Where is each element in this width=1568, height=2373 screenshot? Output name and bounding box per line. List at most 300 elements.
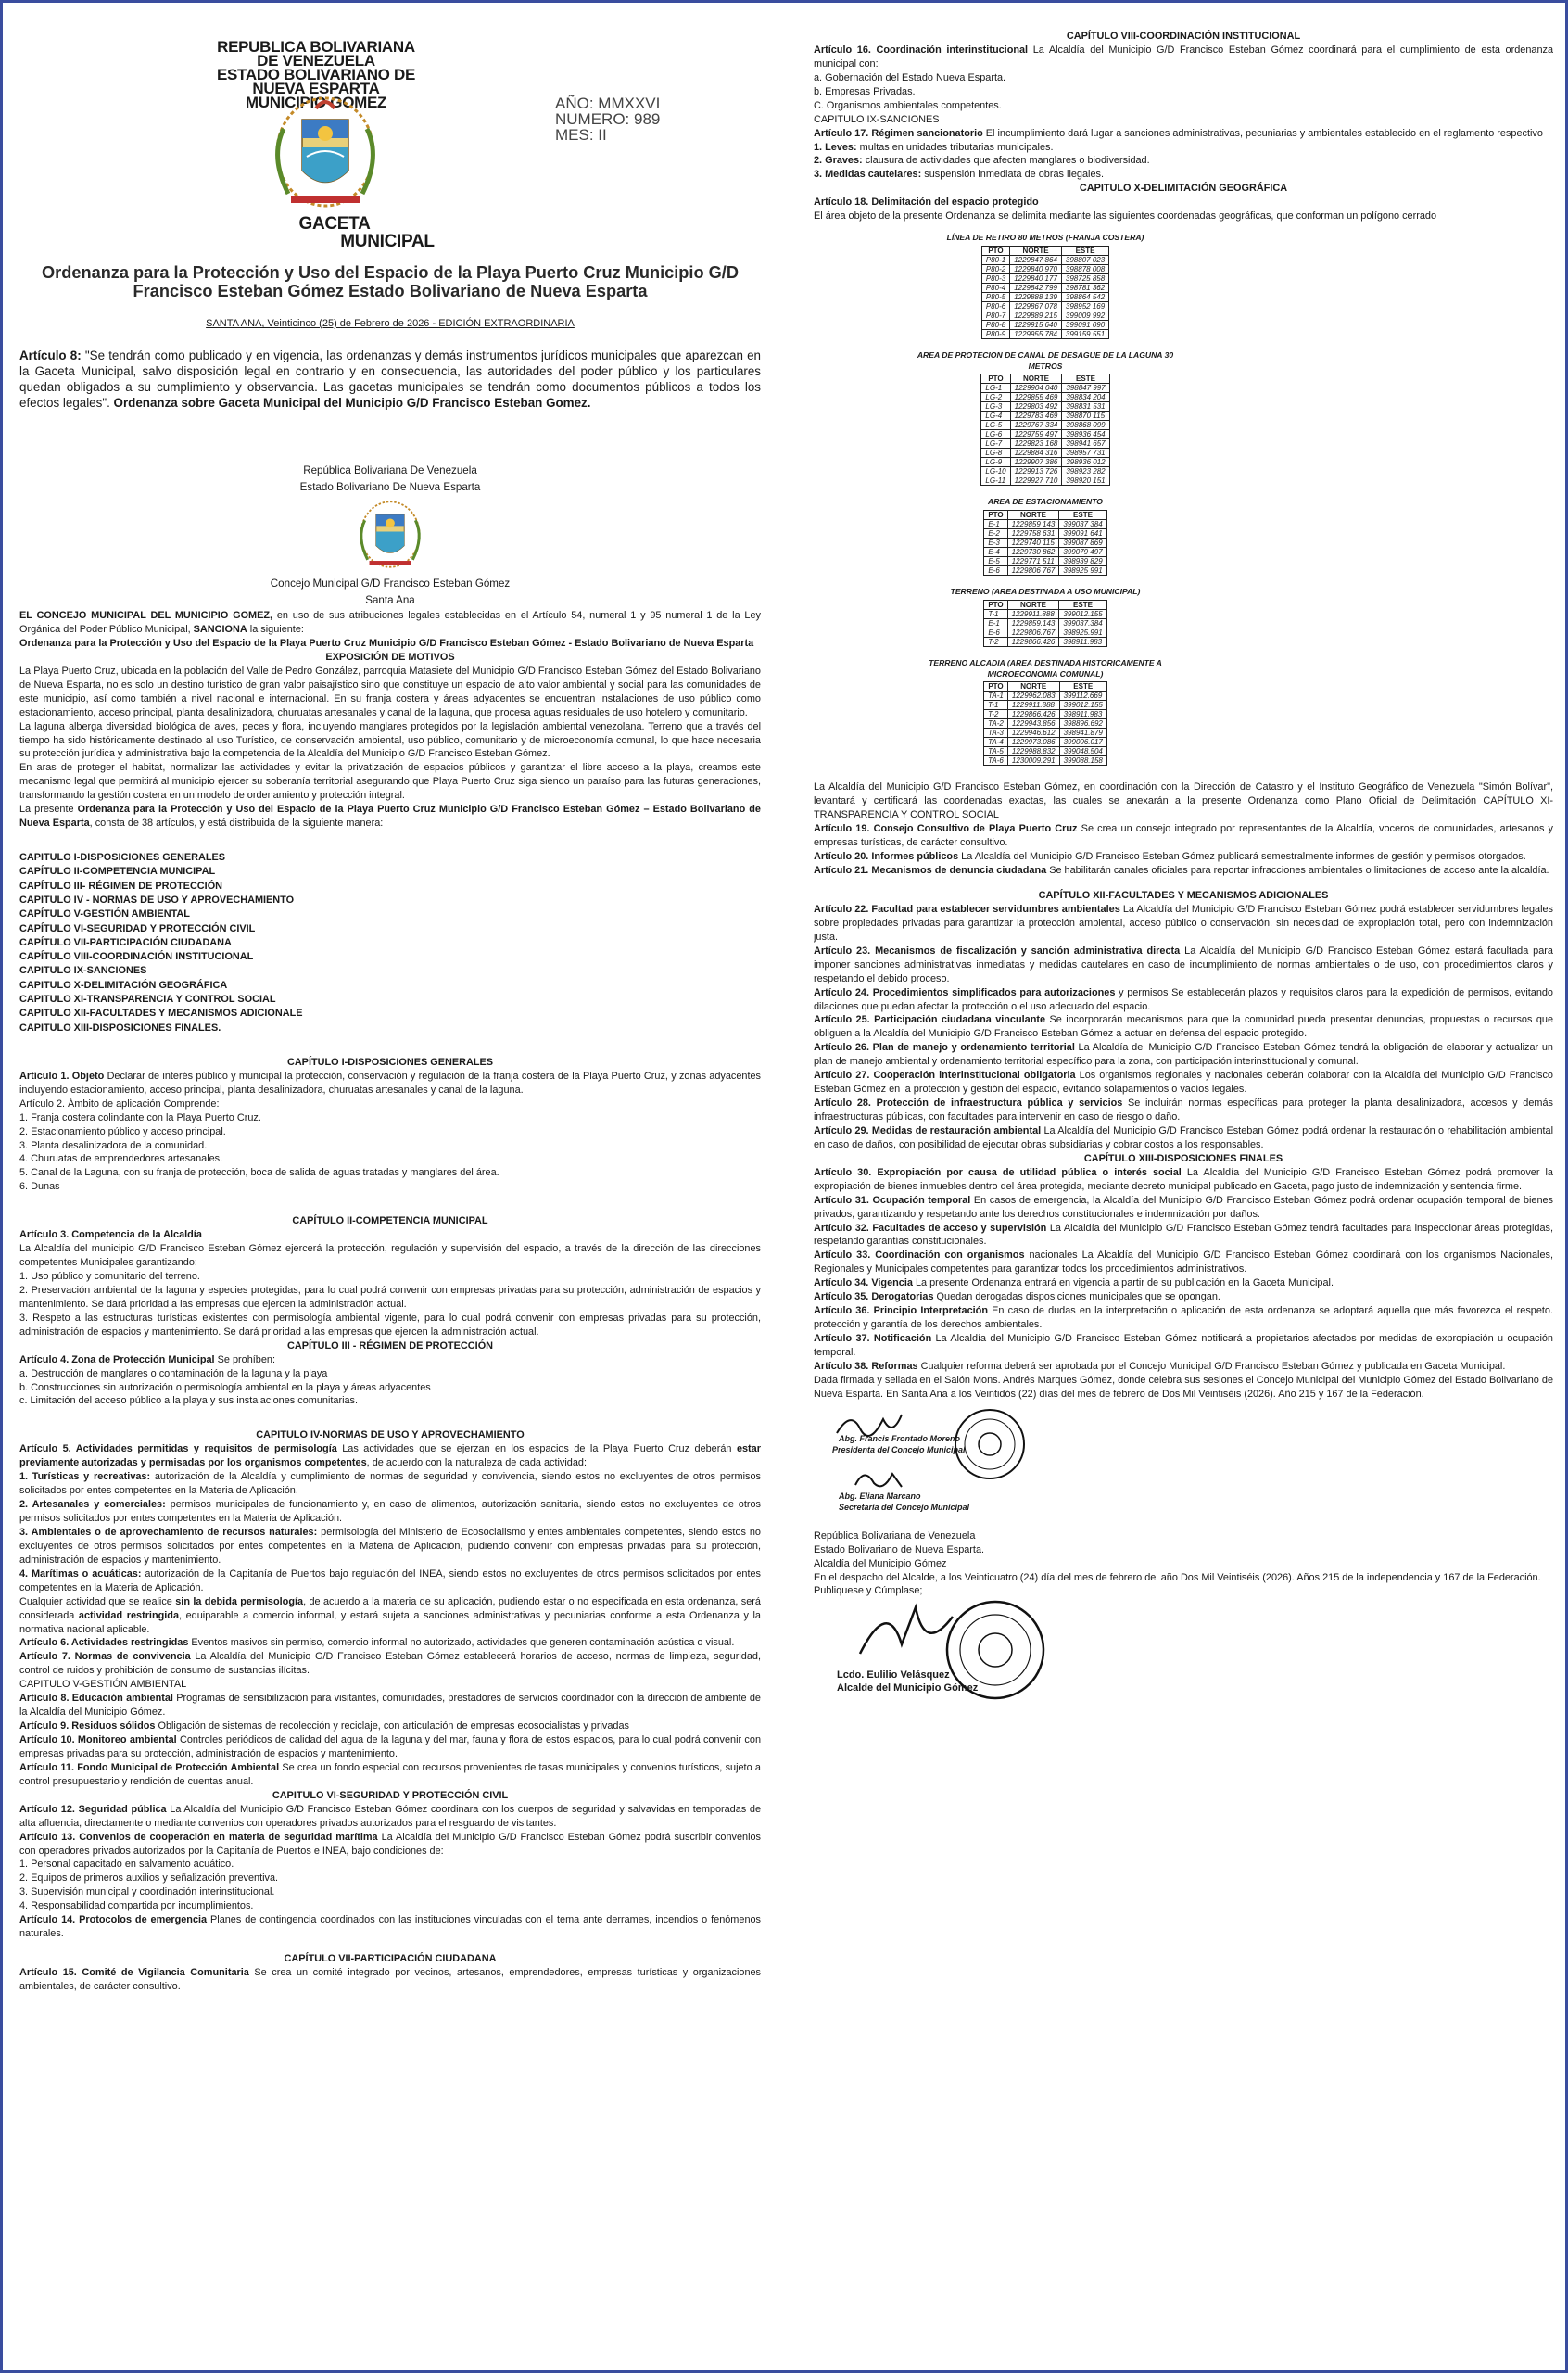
closing-line: Alcaldía del Municipio Gómez [814, 1557, 947, 1569]
table-cell: 1229927 710 [1010, 476, 1062, 486]
article-14-title: Artículo 14. Protocolos de emergencia [19, 1914, 208, 1926]
article-19-text: Se crea un consejo integrado por representantes de la Alcaldía, voceros de comunidades, artesanos y empresas turísticas, de carácter consultivo. [814, 823, 1553, 849]
article-3-item: 3. Respeto a las estructuras turísticas existentes con permisología ambiental vigente, para lo cual podrá convenir con empresas privadas para su protección, administración de espacios y mantenimiento. Se dará prioridad a las empresas que ejercen la administración actual. [19, 1312, 761, 1338]
article-9-text: Obligación de sistemas de recolección y reciclaje, con articulación de empresas ecosocialistas y privadas [155, 1720, 629, 1732]
article-14-text: Planes de contingencia coordinados con las instituciones vinculadas con el tema ante derrames, incendios o fenómenos naturales. [19, 1914, 761, 1940]
article-2: Artículo 2. Ámbito de aplicación Comprende: [19, 1098, 220, 1110]
small-emblem-icon [348, 498, 432, 574]
article-32-text: La Alcaldía del Municipio G/D Francisco Esteban Gómez tendrá facultades para inspeccionar áreas protegidas, respetando garantías constitucionales. [814, 1222, 1553, 1248]
table-cell: T-1 [984, 701, 1008, 710]
article-28 [814, 1097, 1553, 1124]
article-17-item-title: 1. Leves: [814, 141, 857, 153]
table-row [984, 637, 1106, 646]
coordinate-table [981, 246, 1109, 339]
table-cell: 398936 012 [1062, 458, 1109, 467]
article-12-text: La Alcaldía del Municipio G/D Francisco Esteban Gómez coordinara con los cuerpos de seguridad y salvavidas en temporadas de alta afluencia, directamente o mediante convenios con operadores privados autorizados para el resguardo de visitantes. [19, 1803, 761, 1829]
article-8-text: "Se tendrán como publicado y en vigencia, las ordenanzas y demás instrumentos jurídicos municipales que aparezcan en la Gaceta Municipal, salvo disposición legal en contrario y en consecuencia, las autoridades del poder público y los particulares quedan obligados a su cumplimiento y observancia. Las gacetas municipales se tendrán como documentos públicos a todos los efectos legales". [19, 349, 761, 411]
coordinate-tables [814, 233, 1553, 766]
closing-line: Estado Bolivariano de Nueva Esparta. [814, 1543, 985, 1555]
article-17-item [814, 168, 1553, 182]
table-cell: 398870 115 [1062, 412, 1109, 421]
closing-line: República Bolivariana de Venezuela [814, 1529, 976, 1542]
article-36 [814, 1304, 1553, 1332]
table-cell: 1229866.426 [1007, 637, 1059, 646]
table-row [981, 311, 1108, 320]
table-cell: P80-1 [981, 255, 1009, 264]
article-5-closing [19, 1595, 761, 1637]
chapter-1-heading: CAPÍTULO I-DISPOSICIONES GENERALES [286, 1056, 494, 1068]
article-13 [19, 1831, 761, 1859]
table-cell: 1229823 168 [1010, 439, 1062, 449]
table-cell: 398781 362 [1061, 283, 1108, 292]
article-31-title: Artículo 31. Ocupación temporal [814, 1194, 971, 1206]
table-cell: LG-9 [981, 458, 1010, 467]
table-cell: 1229783 469 [1010, 412, 1062, 421]
table-cell: 1229946.612 [1007, 729, 1059, 738]
chapter-list-item: CAPÍTULO V-GESTIÓN AMBIENTAL [19, 908, 190, 920]
chapter-2-heading: CAPÍTULO II-COMPETENCIA MUNICIPAL [292, 1215, 488, 1227]
table-cell: 1229962.083 [1007, 692, 1059, 701]
article-8-lead: Artículo 8: [19, 349, 82, 363]
table-cell: E-3 [984, 539, 1007, 548]
table-row [984, 756, 1107, 766]
table-row [984, 529, 1106, 539]
article-37-text: La Alcaldía del Municipio G/D Francisco Esteban Gómez notificará a propietarios afectados por medidas de expropiación u ocupación temporal. [814, 1333, 1553, 1358]
table-row [981, 476, 1109, 486]
table-cell: 1230009.291 [1007, 756, 1059, 766]
article-8-bold: Ordenanza sobre Gaceta Municipal del Municipio G/D Francisco Esteban Gomez. [113, 396, 591, 411]
article-38 [814, 1360, 1553, 1374]
table-header-cell: ESTE [1061, 246, 1108, 255]
article-24 [814, 986, 1553, 1014]
table-row [981, 320, 1108, 329]
table-cell: E-6 [984, 628, 1007, 637]
table-row [984, 747, 1107, 756]
table-cell: LG-8 [981, 449, 1010, 458]
table-cell: 1229771 511 [1007, 557, 1059, 566]
table-cell: 398911.983 [1059, 710, 1106, 719]
table-cell: 1229806 767 [1007, 566, 1059, 576]
article-38-title: Artículo 38. Reformas [814, 1360, 918, 1372]
right-column [814, 30, 1553, 2366]
article-14 [19, 1913, 761, 1941]
catastro-paragraph: La Alcaldía del Municipio G/D Francisco Esteban Gómez, en coordinación con la Dirección de Catastro y el Instituto Geográfico de Venezuela "Simón Bolívar", levantará y certificará las coordenadas exactas, las cuales se anexarán a la presente Ordenanza como Plano Oficial de Delimitación CAPÍTULO XI-TRANSPARENCIA Y CONTROL SOCIAL [814, 781, 1553, 821]
article-20-text: La Alcaldía del Municipio G/D Francisco Esteban Gómez publicará semestralmente informes de gestión y permisos otorgados. [958, 851, 1526, 863]
article-16-title: Artículo 16. Coordinación interinstitucional [814, 44, 1029, 56]
article-18-text: El área objeto de la presente Ordenanza se delimita mediante las siguientes coordenadas geográficas, que conforman un polígono cerrado [814, 210, 1437, 222]
article-10-text: Controles periódicos de calidad del agua de la laguna y del mar, fauna y flora de estos espacios, para lo cual podrá convenir con empresas privadas para su protección, administración de espacios y mantenimiento. [19, 1734, 761, 1759]
table-cell: 398925.991 [1059, 628, 1106, 637]
table-cell: 399048.504 [1059, 747, 1106, 756]
table-cell: P80-9 [981, 329, 1009, 338]
table-cell: 1229904 040 [1010, 384, 1062, 393]
article-15 [19, 1966, 761, 1994]
table-cell: LG-10 [981, 467, 1010, 476]
table-header-cell: ESTE [1059, 682, 1106, 692]
table-row [984, 710, 1107, 719]
coordinate-table [980, 374, 1109, 486]
table-row [984, 738, 1107, 747]
article-19-title: Artículo 19. Consejo Consultivo de Playa Puerto Cruz [814, 823, 1078, 835]
council-state: Estado Bolivariano De Nueva Esparta [299, 481, 481, 494]
article-5-title: Artículo 5. Actividades permitidas y requisitos de permisología [19, 1443, 337, 1455]
article-5-item-title: 2. Artesanales y comerciales: [19, 1499, 166, 1511]
table-row [981, 329, 1108, 338]
article-5-item-text: autorización de la Alcaldía y cumplimiento de normas de seguridad y convivencia, siendo estos no excluyentes de otros permisos solicitados por entes competentes en la Materia de Aplicación. [19, 1471, 761, 1497]
table-cell: 398925 991 [1059, 566, 1106, 576]
table-cell: E-1 [984, 618, 1007, 628]
table-cell: 398864 542 [1061, 292, 1108, 301]
table-cell: 399091 641 [1059, 529, 1106, 539]
article-31 [814, 1194, 1553, 1222]
article-5-item-title: 3. Ambientales o de aprovechamiento de recursos naturales: [19, 1526, 318, 1538]
article-16 [814, 44, 1553, 71]
article-29 [814, 1124, 1553, 1152]
signer-2-name: Abg. Eliana Marcano [839, 1491, 921, 1501]
article-33-title: Artículo 33. Coordinación con organismos [814, 1250, 1025, 1262]
article-2-item: 5. Canal de la Laguna, con su franja de protección, boca de salida de aguas tratadas y manglares del área. [19, 1167, 499, 1179]
table-header-cell: NORTE [1007, 682, 1059, 692]
table-cell: 398941.879 [1059, 729, 1106, 738]
article-4-text: Se prohíben: [214, 1353, 275, 1365]
chapter-list-item: CAPÍTULO II-COMPETENCIA MUNICIPAL [19, 866, 216, 878]
coordinate-table-block [860, 233, 1231, 339]
table-cell: 399009 992 [1061, 311, 1108, 320]
table-header-cell: ESTE [1059, 511, 1106, 520]
article-17-item-title: 3. Medidas cautelares: [814, 169, 922, 181]
chapter-list-item: CAPITULO XI-TRANSPARENCIA Y CONTROL SOCIAL [19, 994, 276, 1006]
table-cell: 1229866.426 [1007, 710, 1059, 719]
coordinate-table-block [860, 587, 1231, 647]
table-cell: TA-2 [984, 719, 1008, 729]
table-cell: LG-4 [981, 412, 1010, 421]
table-cell: LG-3 [981, 402, 1010, 412]
article-6-text: Eventos masivos sin permiso, comercio informal no autorizado, actividades que generen contaminación acústica o visual. [188, 1637, 735, 1649]
table-row [981, 467, 1109, 476]
article-8-text: Programas de sensibilización para visitantes, comunidades, prestadores de servicios coordinador con la dirección de ambiente de la Alcaldía del Municipio Gómez. [19, 1693, 761, 1719]
article-5-item-text: permisos municipales de funcionamiento y, en caso de alimentos, autorización sanitaria, siendo estos no excluyentes de otros permisos solicitados por entes competentes en la Materia de Aplicación. [19, 1499, 761, 1525]
table-cell: TA-3 [984, 729, 1008, 738]
article-2-item: 3. Planta desalinizadora de la comunidad. [19, 1139, 208, 1151]
article-36-text: En caso de dudas en la interpretación o aplicación de esta ordenanza se adoptará aquella que más favorezca el respeto. protección y garantía de los derechos ambientales. [814, 1305, 1553, 1331]
table-row [984, 701, 1107, 710]
table-cell: 399006.017 [1059, 738, 1106, 747]
table-cell: 1229907 386 [1010, 458, 1062, 467]
table-cell: 399159 551 [1061, 329, 1108, 338]
table-row [981, 283, 1108, 292]
municipal-word: MUNICIPAL [340, 232, 435, 251]
table-header-cell: NORTE [1010, 246, 1062, 255]
article-16-item: C. Organismos ambientales competentes. [814, 99, 1002, 111]
right-body-continued [814, 780, 1553, 1700]
table-row [984, 566, 1106, 576]
article-30-title: Artículo 30. Expropiación por causa de utilidad pública o interés social [814, 1166, 1182, 1178]
article-17-item-text: clausura de actividades que afecten manglares o biodiversidad. [862, 155, 1150, 167]
table-cell: TA-4 [984, 738, 1008, 747]
article-31-text: En casos de emergencia, la Alcaldía del Municipio G/D Francisco Esteban Gómez podrá ordenar ocupación temporal de bienes privados, garantizando y respetando ante los derechos constitucionales e indemnización por daños. [814, 1194, 1553, 1220]
exposicion-p2: La laguna alberga diversidad biológica de aves, peces y flora, incluyendo manglares protegidos por la legislación ambiental venezolana. Terreno que a través del tiempo ha sido históricamente destinado al uso Turístico, de conservación ambiental, uso público, comunitario y de microeconomía comunal, lo que hace necesaria su protección jurídica y administrativa bajo la competencia de la Alcaldía del Municipio G/D Francisco Esteban Gómez. [19, 720, 761, 760]
article-11-text: Se crea un fondo especial con recursos provenientes de tasas municipales y convenios turísticos, sujeto a control presupuestario y rendición de cuentas anual. [19, 1761, 761, 1787]
article-2-item: 1. Franja costera colindante con la Playa Puerto Cruz. [19, 1111, 261, 1123]
chapter-5-heading: CAPITULO V-GESTIÓN AMBIENTAL [19, 1679, 187, 1691]
chapter-list-item: CAPÍTULO VIII-COORDINACIÓN INSTITUCIONAL [19, 951, 254, 963]
article-3-title: Artículo 3. Competencia de la Alcaldía [19, 1229, 202, 1241]
coordinate-table-title: LÍNEA DE RETIRO 80 METROS (FRANJA COSTERA) [946, 233, 1144, 243]
chapter-list-item: CAPÍTULO III- RÉGIMEN DE PROTECCIÓN [19, 880, 223, 892]
article-2-item: 4. Churuatas de emprendedores artesanales. [19, 1153, 223, 1165]
table-cell: 399091 090 [1061, 320, 1108, 329]
table-row [981, 255, 1108, 264]
article-20 [814, 850, 1553, 864]
article-34-text: La presente Ordenanza entrará en vigencia a partir de su publicación en la Gaceta Municipal. [912, 1277, 1334, 1289]
article-5-bold: estar previamente autorizadas y permisadas por los organismos competentes [19, 1443, 761, 1469]
table-header-cell: PTO [984, 682, 1008, 692]
table-cell: P80-4 [981, 283, 1009, 292]
article-26 [814, 1041, 1553, 1069]
article-13-item: 4. Responsabilidad compartida por incumplimientos. [19, 1900, 254, 1912]
table-row [981, 412, 1109, 421]
chapter-list-item: CAPÍTULO VII-PARTICIPACIÓN CIUDADANA [19, 936, 232, 948]
left-column [19, 27, 761, 2363]
table-cell: 1229943.856 [1007, 719, 1059, 729]
table-header-cell: NORTE [1010, 374, 1062, 384]
mayor-closing [814, 1529, 1553, 1599]
exposicion-p3: En aras de proteger el habitat, normalizar las actividades y evitar la privatización de espacios públicos y garantizar el libre acceso a la playa, creamos este mecanismo legal que permitirá al municipio ejercer su soberanía territorial asegurando que Playa Puerto Cruz siga siendo un paraíso para las futuras generaciones, transformando la gestión costera en un modelo de ordenamiento y protección integral. [19, 762, 761, 802]
table-cell: 399012.155 [1059, 701, 1106, 710]
dada-paragraph: Dada firmada y sellada en el Salón Mons. Andrés Marques Gómez, donde celebra sus sesiones el Concejo Municipal del Municipio Gómez del Estado Bolivariano de Nueva Esparta. En Santa Ana a los Veintidós (22) días del mes de febrero de Dos Mil Veintiséis (2026). Año 215 y 167 de la Federación. [814, 1374, 1553, 1400]
council-header [19, 463, 761, 609]
article-18-title: Artículo 18. Delimitación del espacio protegido [814, 197, 1039, 209]
table-cell: TA-1 [984, 692, 1008, 701]
article-17 [814, 127, 1553, 141]
article-17-text: El incumplimiento dará lugar a sanciones administrativas, pecuniarias y ambientales establecido en el reglamento respectivo [982, 127, 1543, 139]
table-cell: 399112.669 [1059, 692, 1106, 701]
table-cell: 1229988.832 [1007, 747, 1059, 756]
article-12 [19, 1803, 761, 1831]
dateline: SANTA ANA, Veinticinco (25) de Febrero de 2026 - EDICIÓN EXTRAORDINARIA [206, 318, 575, 329]
table-cell: 1229767 334 [1010, 421, 1062, 430]
table-cell: 1229847 864 [1010, 255, 1062, 264]
article-6 [19, 1636, 761, 1650]
table-cell: TA-5 [984, 747, 1008, 756]
table-row [984, 539, 1106, 548]
table-cell: 1229915 640 [1010, 320, 1062, 329]
table-cell: P80-7 [981, 311, 1009, 320]
article-15-text: Se crea un comité integrado por vecinos, artesanos, emprendedores, empresas turísticas y organizaciones ambientales, de carácter consultivo. [19, 1967, 761, 1992]
chapter-12-heading: CAPÍTULO XII-FACULTADES Y MECANISMOS ADICIONALES [1038, 890, 1329, 902]
table-row [984, 557, 1106, 566]
article-22-title: Artículo 22. Facultad para establecer servidumbres ambientales [814, 903, 1120, 915]
table-cell: 1229911.888 [1007, 701, 1059, 710]
article-35-text: Quedan derogadas disposiciones municipales que se opongan. [933, 1291, 1220, 1303]
exposicion-p1: La Playa Puerto Cruz, ubicada en la población del Valle de Pedro González, parroquia Matasiete del Municipio G/D Francisco Esteban Gómez del Estado Bolivariano de Nueva Esparta, no es solo un destino turístico de gran valor paisajístico sino que constituye un espacio de alto valor ambiental y social para las comunidades de este municipio, así como también a nivel nacional e internacional. En su franja costera y áreas adyacentes se encuentran instalaciones de uso público como estacionamiento, acceso principal, planta desalinizadora, churuatas artesanales y canal de la laguna, que procesa aguas residuales de uso hotelero y comunitario. [19, 665, 761, 718]
edition-year: AÑO: MMXXVI [555, 95, 661, 112]
table-cell: P80-8 [981, 320, 1009, 329]
table-cell: 1229911.888 [1007, 609, 1059, 618]
article-17-item-title: 2. Graves: [814, 155, 863, 167]
table-cell: 399087 869 [1059, 539, 1106, 548]
table-row [981, 439, 1109, 449]
article-3-text: La Alcaldía del municipio G/D Francisco Esteban Gómez ejercerá la protección, regulación y supervisión del espacio, a través de la dirección de las direcciones competentes Municipales garantizando: [19, 1243, 761, 1269]
table-cell: 398920 151 [1062, 476, 1109, 486]
signer-1-name: Abg. Francis Frontado Moreno [839, 1433, 961, 1443]
article-33-text: nacionales La Alcaldía del Municipio G/D Francisco Esteban Gómez coordinará con los organismos Nacionales, Regionales y Municipales competentes para garantizar todos los procedimientos administrativos. [814, 1250, 1553, 1275]
article-7-title: Artículo 7. Normas de convivencia [19, 1651, 191, 1663]
table-cell: T-2 [984, 710, 1008, 719]
table-cell: 398847 997 [1062, 384, 1109, 393]
article-13-title: Artículo 13. Convenios de cooperación en materia de seguridad marítima [19, 1831, 378, 1843]
chapter-list-item: CAPITULO IV - NORMAS DE USO Y APROVECHAMIENTO [19, 894, 295, 906]
table-cell: P80-5 [981, 292, 1009, 301]
article-1-title: Artículo 1. Objeto [19, 1070, 105, 1082]
article-5-end: , de acuerdo con la naturaleza de cada actividad: [366, 1457, 587, 1469]
table-row [984, 548, 1106, 557]
intro-bold: EL CONCEJO MUNICIPAL DEL MUNICIPIO GOMEZ, [19, 610, 273, 622]
table-cell: E-2 [984, 529, 1007, 539]
table-row [981, 430, 1109, 439]
article-17-item [814, 154, 1553, 168]
table-cell: 398868 099 [1062, 421, 1109, 430]
article-2-item: 2. Estacionamiento público y acceso principal. [19, 1125, 226, 1137]
table-cell: 1229859 143 [1007, 520, 1059, 529]
table-cell: 399012.155 [1059, 609, 1106, 618]
edition-month: MES: II [555, 126, 607, 144]
coordinate-table-block [860, 497, 1231, 576]
article-13-text: La Alcaldía del Municipio G/D Francisco Esteban Gómez podrá suscribir convenios con operadores privados autorizados por la Capitanía de Puertos e INEA, bajo condiciones de: [19, 1831, 761, 1857]
table-header-cell: ESTE [1059, 600, 1106, 609]
table-cell: 398911.983 [1059, 637, 1106, 646]
chapter-list-item: CAPITULO X-DELIMITACIÓN GEOGRÁFICA [19, 979, 228, 991]
article-5-item-text: autorización de la Capitanía de Puertos bajo regulación del INEA, siendo estos no excluyentes de otros permisos solicitados por entes competentes en la Materia de Aplicación. [19, 1567, 761, 1593]
edition-number: NUMERO: 989 [555, 110, 661, 128]
table-cell: 398725 858 [1061, 273, 1108, 283]
table-row [981, 458, 1109, 467]
article-28-text: Se incluirán normas específicas para proteger la planta desalinizadora, accesos y demás infraestructuras públicas, con facultades para intervenir en caso de riesgo o daño. [814, 1098, 1553, 1123]
chapter-8-heading: CAPÍTULO VIII-COORDINACIÓN INSTITUCIONAL [1066, 31, 1301, 42]
article-29-title: Artículo 29. Medidas de restauración ambiental [814, 1124, 1042, 1136]
council-signatures [814, 1405, 1553, 1516]
chapter-9-heading: CAPITULO IX-SANCIONES [814, 113, 940, 125]
exp4-b: Ordenanza para la Protección y Uso del Espacio de la Playa Puerto Cruz Municipio G/D Francisco Esteban Gómez – Estado Bolivariano de Nueva Esparta [19, 804, 761, 830]
table-cell: 1229840 970 [1010, 264, 1062, 273]
table-header-cell: ESTE [1062, 374, 1109, 384]
table-cell: 1229840 177 [1010, 273, 1062, 283]
mayor-title: Alcalde del Municipio Gómez [837, 1682, 979, 1694]
table-row [984, 609, 1106, 618]
article-1-text: Declarar de interés público y municipal la protección, conservación y regulación de la franja costera de la Playa Puerto Cruz, y zonas adyacentes incluyendo estacionamiento, acceso principal, planta desalinizadora, churuatas artesanales y canal de la laguna. [19, 1070, 761, 1096]
article-10 [19, 1733, 761, 1761]
chapter-4-heading: CAPITULO IV-NORMAS DE USO Y APROVECHAMIENTO [256, 1429, 525, 1441]
article-5-item [19, 1470, 761, 1498]
intro-end: la siguiente: [247, 624, 304, 635]
a5-closing-3: , equiparable a comercio informal, y estará sujeta a sanciones administrativas y pecuniarias conforme a esta Ordenanza y la normativa nacional aplicable. [19, 1609, 761, 1635]
masthead-line-3: MUNICIPIO GOMEZ [245, 94, 387, 111]
article-27-text: Los organismos regionales y nacionales deberán colaborar con la Alcaldía del Municipio G/D Francisco Esteban Gómez en la protección y gestión del espacio, evitando solapamientos o vacíos legales. [814, 1070, 1553, 1096]
a5-closing-1: Cualquier actividad que se realice [19, 1595, 176, 1607]
chapter-10-heading: CAPITULO X-DELIMITACIÓN GEOGRÁFICA [1079, 183, 1288, 195]
table-cell: 398957 731 [1062, 449, 1109, 458]
article-24-title: Artículo 24. Procedimientos simplificados para autorizaciones [814, 986, 1116, 998]
table-cell: 398952 169 [1061, 301, 1108, 311]
chapter-3-heading: CAPÍTULO III - RÉGIMEN DE PROTECCIÓN [286, 1339, 494, 1351]
article-13-item: 3. Supervisión municipal y coordinación interinstitucional. [19, 1886, 275, 1898]
article-27 [814, 1069, 1553, 1097]
table-row [984, 618, 1106, 628]
coordinate-table-title: TERRENO ALCADIA (AREA DESTINADA HISTORICAMENTE A MICROECONOMIA COMUNAL) [929, 657, 1162, 679]
article-1 [19, 1070, 761, 1098]
table-row [981, 402, 1109, 412]
coordinate-table-block [860, 658, 1231, 767]
table-cell: 1229889 215 [1010, 311, 1062, 320]
table-row [981, 264, 1108, 273]
article-10-title: Artículo 10. Monitoreo ambiental [19, 1734, 177, 1746]
article-5-item-title: 1. Turísticas y recreativas: [19, 1471, 151, 1483]
article-27-title: Artículo 27. Cooperación interinstitucional obligatoria [814, 1070, 1076, 1082]
article-30-text: La Alcaldía del Municipio G/D Francisco Esteban Gómez podrá promover la expropiación de bienes inmuebles dentro del área protegida, mediante decreto municipal publicado en Gaceta, pago justo de indemnización y sentencia firme. [814, 1166, 1553, 1192]
chapter-list-item: CAPITULO IX-SANCIONES [19, 965, 147, 977]
a5-closing-2: , de acuerdo a la materia de su aplicación, pudiendo estar o no especificada en esta ordenanza, será considerada [19, 1595, 761, 1621]
table-cell: LG-5 [981, 421, 1010, 430]
article-5-item [19, 1498, 761, 1526]
article-5-item-title: 4. Marítimas o acuáticas: [19, 1567, 142, 1580]
article-9 [19, 1719, 761, 1733]
mayor-signature-block [814, 1598, 1553, 1700]
article-32-title: Artículo 32. Facultades de acceso y supervisión [814, 1222, 1047, 1234]
table-cell: 398923 282 [1062, 467, 1109, 476]
article-16-text: La Alcaldía del Municipio G/D Francisco Esteban Gómez coordinará para el cumplimiento de esta ordenanza municipal con: [814, 44, 1553, 70]
table-row [984, 520, 1106, 529]
intro-paragraph [19, 609, 761, 637]
table-row [984, 729, 1107, 738]
coordinate-table [983, 681, 1107, 766]
masthead [19, 27, 761, 235]
coordinate-table-block [860, 350, 1231, 487]
table-row [981, 384, 1109, 393]
article-23-title: Artículo 23. Mecanismos de fiscalización y sanción administrativa directa [814, 945, 1181, 957]
coordinate-table-title: AREA DE ESTACIONAMIENTO [988, 497, 1103, 507]
gaceta-municipal-label [297, 216, 372, 233]
edition-info [555, 95, 660, 143]
a5-closing-bold-1: sin la debida permisología [175, 1595, 304, 1607]
article-37 [814, 1332, 1553, 1360]
article-4-item: b. Construcciones sin autorización o permisología ambiental en la playa y áreas adyacentes [19, 1381, 431, 1393]
article-15-title: Artículo 15. Comité de Vigilancia Comunitaria [19, 1967, 249, 1979]
article-11 [19, 1761, 761, 1789]
article-22 [814, 903, 1553, 945]
table-cell: 398936 454 [1062, 430, 1109, 439]
table-cell: 1229855 469 [1010, 393, 1062, 402]
table-cell: T-1 [984, 609, 1007, 618]
table-cell: 1229740 115 [1007, 539, 1059, 548]
signer-1-title: Presidenta del Concejo Municipal [832, 1444, 966, 1454]
ordinance-body-left [19, 609, 761, 1994]
table-cell: LG-11 [981, 476, 1010, 486]
coordinate-table-title: TERRENO (AREA DESTINADA A USO MUNICIPAL) [950, 587, 1141, 597]
article-17-item-text: suspensión inmediata de obras ilegales. [921, 169, 1104, 181]
mayor-name: Lcdo. Eulilio Velásquez [837, 1669, 950, 1681]
article-20-title: Artículo 20. Informes públicos [814, 851, 959, 863]
article-12-title: Artículo 12. Seguridad pública [19, 1803, 167, 1815]
chapter-list-item: CAPITULO I-DISPOSICIONES GENERALES [19, 852, 226, 864]
exposicion-heading: EXPOSICIÓN DE MOTIVOS [325, 651, 455, 663]
article-23-text: La Alcaldía del Municipio G/D Francisco Esteban Gómez estará facultada para imponer sanciones administrativas inmediatas y medidas cautelares en caso de incumplimiento de normas ambientales o de uso, con procedimientos claros y respetando el debido proceso. [814, 945, 1553, 984]
table-cell: 1229913 726 [1010, 467, 1062, 476]
table-cell: LG-1 [981, 384, 1010, 393]
chapter-13-heading: CAPÍTULO XIII-DISPOSICIONES FINALES [1083, 1152, 1283, 1164]
table-cell: 1229859.143 [1007, 618, 1059, 628]
article-32 [814, 1222, 1553, 1250]
article-7 [19, 1650, 761, 1678]
